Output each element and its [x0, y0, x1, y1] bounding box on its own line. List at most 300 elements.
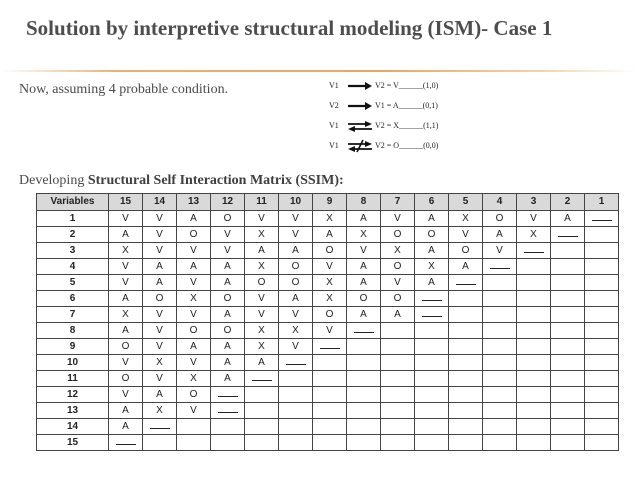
- matrix-cell: O: [177, 323, 211, 339]
- table-row: [37, 435, 619, 451]
- empty-cell: [381, 403, 415, 419]
- legend-relation: V2 = V______(1,0): [375, 81, 439, 90]
- matrix-cell: V: [143, 211, 177, 227]
- empty-cell: [585, 403, 619, 419]
- row-header: 3: [37, 243, 109, 259]
- column-header: 1: [585, 194, 619, 211]
- empty-cell: [415, 339, 449, 355]
- matrix-cell: V: [347, 243, 381, 259]
- matrix-cell: X: [245, 227, 279, 243]
- row-header: 4: [37, 259, 109, 275]
- matrix-cell: O: [109, 339, 143, 355]
- matrix-cell: X: [245, 323, 279, 339]
- matrix-cell: A: [279, 243, 313, 259]
- row-header: 1: [37, 211, 109, 227]
- matrix-cell: V: [143, 227, 177, 243]
- empty-cell: [313, 387, 347, 403]
- empty-cell: [347, 371, 381, 387]
- matrix-cell: V: [381, 275, 415, 291]
- matrix-cell: X: [415, 259, 449, 275]
- matrix-cell: A: [415, 243, 449, 259]
- empty-cell: [551, 403, 585, 419]
- matrix-cell: O: [347, 291, 381, 307]
- legend-relation: V2 = O______(0,0): [375, 141, 439, 150]
- row-header: 15: [37, 435, 109, 451]
- matrix-cell: V: [279, 339, 313, 355]
- diagonal-cell: [517, 243, 551, 259]
- empty-cell: [585, 387, 619, 403]
- legend-variable: V1: [329, 121, 339, 130]
- matrix-cell: V: [245, 211, 279, 227]
- empty-cell: [551, 291, 585, 307]
- matrix-cell: V: [143, 243, 177, 259]
- matrix-cell: A: [313, 227, 347, 243]
- empty-cell: [279, 419, 313, 435]
- empty-cell: [483, 371, 517, 387]
- empty-cell: [483, 403, 517, 419]
- empty-cell: [551, 371, 585, 387]
- matrix-cell: A: [143, 387, 177, 403]
- matrix-cell: V: [483, 243, 517, 259]
- matrix-cell: A: [415, 275, 449, 291]
- empty-cell: [449, 419, 483, 435]
- empty-cell: [551, 259, 585, 275]
- matrix-cell: O: [177, 227, 211, 243]
- row-header: 10: [37, 355, 109, 371]
- matrix-cell: V: [177, 275, 211, 291]
- matrix-cell: X: [313, 211, 347, 227]
- empty-cell: [415, 403, 449, 419]
- matrix-cell: O: [381, 291, 415, 307]
- matrix-cell: A: [109, 419, 143, 435]
- empty-cell: [551, 339, 585, 355]
- matrix-cell: A: [143, 275, 177, 291]
- matrix-cell: A: [177, 339, 211, 355]
- empty-cell: [585, 339, 619, 355]
- diagonal-cell: [245, 371, 279, 387]
- matrix-cell: A: [211, 307, 245, 323]
- diagonal-cell: [279, 355, 313, 371]
- empty-cell: [483, 419, 517, 435]
- matrix-cell: A: [211, 339, 245, 355]
- matrix-cell: V: [177, 243, 211, 259]
- diagonal-blank: [558, 227, 578, 237]
- matrix-cell: O: [279, 275, 313, 291]
- matrix-cell: O: [109, 371, 143, 387]
- ssim-table: [36, 193, 619, 451]
- row-header: 12: [37, 387, 109, 403]
- diagonal-cell: [415, 307, 449, 323]
- diagonal-cell: [109, 435, 143, 451]
- column-header: 14: [143, 194, 177, 211]
- matrix-cell: V: [279, 227, 313, 243]
- row-header: 13: [37, 403, 109, 419]
- empty-cell: [585, 307, 619, 323]
- matrix-cell: X: [109, 243, 143, 259]
- matrix-cell: A: [211, 371, 245, 387]
- column-header: 2: [551, 194, 585, 211]
- diagonal-cell: [551, 227, 585, 243]
- matrix-cell: A: [551, 211, 585, 227]
- matrix-cell: V: [109, 275, 143, 291]
- diagonal-cell: [585, 211, 619, 227]
- slide-title: Solution by interpretive structural modeling (ISM)- Case 1: [26, 16, 553, 40]
- empty-cell: [449, 339, 483, 355]
- empty-cell: [381, 387, 415, 403]
- diagonal-blank: [218, 387, 238, 397]
- table-row: [37, 387, 619, 403]
- empty-cell: [449, 387, 483, 403]
- table-row: [37, 211, 619, 227]
- matrix-cell: A: [415, 211, 449, 227]
- empty-cell: [415, 435, 449, 451]
- empty-cell: [585, 291, 619, 307]
- empty-cell: [585, 323, 619, 339]
- row-header: 9: [37, 339, 109, 355]
- empty-cell: [483, 291, 517, 307]
- matrix-cell: V: [143, 323, 177, 339]
- matrix-cell: O: [483, 211, 517, 227]
- matrix-cell: V: [211, 243, 245, 259]
- empty-cell: [381, 371, 415, 387]
- row-header: 11: [37, 371, 109, 387]
- empty-cell: [449, 355, 483, 371]
- empty-cell: [551, 275, 585, 291]
- matrix-cell: A: [109, 227, 143, 243]
- table-row: [37, 291, 619, 307]
- empty-cell: [279, 387, 313, 403]
- empty-cell: [211, 419, 245, 435]
- matrix-cell: X: [381, 243, 415, 259]
- empty-cell: [517, 307, 551, 323]
- empty-cell: [381, 339, 415, 355]
- empty-cell: [449, 403, 483, 419]
- legend-row: [329, 119, 509, 135]
- matrix-cell: X: [313, 275, 347, 291]
- legend-row: [329, 139, 509, 155]
- empty-cell: [211, 435, 245, 451]
- empty-cell: [585, 371, 619, 387]
- matrix-cell: X: [177, 291, 211, 307]
- empty-cell: [551, 387, 585, 403]
- empty-cell: [415, 419, 449, 435]
- no-relation-arrow-icon: [347, 139, 373, 153]
- column-header: 9: [313, 194, 347, 211]
- empty-cell: [449, 291, 483, 307]
- matrix-cell: O: [177, 387, 211, 403]
- empty-cell: [279, 371, 313, 387]
- empty-cell: [551, 355, 585, 371]
- diagonal-cell: [483, 259, 517, 275]
- empty-cell: [381, 435, 415, 451]
- matrix-cell: O: [211, 323, 245, 339]
- column-header: 3: [517, 194, 551, 211]
- empty-cell: [517, 339, 551, 355]
- empty-cell: [517, 371, 551, 387]
- empty-cell: [585, 227, 619, 243]
- row-header: 8: [37, 323, 109, 339]
- matrix-cell: A: [177, 259, 211, 275]
- table-header-row: [37, 194, 619, 211]
- column-header: 10: [279, 194, 313, 211]
- legend-variable: V2: [329, 101, 339, 110]
- row-header: 14: [37, 419, 109, 435]
- matrix-cell: V: [109, 259, 143, 275]
- legend-variable: V1: [329, 81, 339, 90]
- matrix-cell: X: [177, 371, 211, 387]
- matrix-cell: O: [313, 243, 347, 259]
- diagonal-cell: [415, 291, 449, 307]
- empty-cell: [347, 355, 381, 371]
- matrix-cell: A: [347, 307, 381, 323]
- empty-cell: [245, 387, 279, 403]
- matrix-cell: A: [177, 211, 211, 227]
- empty-cell: [313, 371, 347, 387]
- empty-cell: [415, 387, 449, 403]
- empty-cell: [347, 419, 381, 435]
- diagonal-cell: [211, 403, 245, 419]
- empty-cell: [347, 403, 381, 419]
- empty-cell: [517, 275, 551, 291]
- matrix-cell: X: [347, 227, 381, 243]
- diagonal-cell: [449, 275, 483, 291]
- diagonal-blank: [422, 307, 442, 317]
- empty-cell: [449, 307, 483, 323]
- matrix-cell: V: [279, 307, 313, 323]
- matrix-cell: V: [109, 387, 143, 403]
- variables-header: Variables: [37, 194, 109, 211]
- column-header: 12: [211, 194, 245, 211]
- table-row: [37, 275, 619, 291]
- empty-cell: [517, 419, 551, 435]
- developing-prefix: Developing: [19, 173, 88, 188]
- legend-row: [329, 79, 509, 95]
- column-header: 6: [415, 194, 449, 211]
- diagonal-cell: [347, 323, 381, 339]
- matrix-cell: O: [279, 259, 313, 275]
- legend-variable: V1: [329, 141, 339, 150]
- matrix-cell: V: [211, 227, 245, 243]
- diagonal-blank: [286, 355, 306, 365]
- empty-cell: [381, 355, 415, 371]
- empty-cell: [279, 403, 313, 419]
- empty-cell: [517, 387, 551, 403]
- empty-cell: [585, 435, 619, 451]
- matrix-cell: A: [245, 355, 279, 371]
- table-row: [37, 403, 619, 419]
- matrix-cell: V: [143, 339, 177, 355]
- diagonal-cell: [143, 419, 177, 435]
- diagonal-blank: [218, 403, 238, 413]
- empty-cell: [483, 387, 517, 403]
- matrix-cell: V: [381, 211, 415, 227]
- empty-cell: [551, 419, 585, 435]
- empty-cell: [517, 291, 551, 307]
- table-row: [37, 419, 619, 435]
- right-arrow-icon: [347, 99, 373, 113]
- empty-cell: [585, 275, 619, 291]
- empty-cell: [517, 259, 551, 275]
- empty-cell: [551, 243, 585, 259]
- diagonal-blank: [524, 243, 544, 253]
- empty-cell: [313, 403, 347, 419]
- empty-cell: [381, 323, 415, 339]
- empty-cell: [143, 435, 177, 451]
- legend-row: [329, 99, 509, 115]
- diagonal-cell: [211, 387, 245, 403]
- diagonal-blank: [490, 259, 510, 269]
- empty-cell: [483, 275, 517, 291]
- empty-cell: [483, 323, 517, 339]
- empty-cell: [483, 435, 517, 451]
- matrix-cell: A: [347, 211, 381, 227]
- empty-cell: [517, 403, 551, 419]
- column-header: 13: [177, 194, 211, 211]
- matrix-cell: V: [143, 371, 177, 387]
- matrix-cell: A: [279, 291, 313, 307]
- empty-cell: [449, 371, 483, 387]
- diagonal-blank: [252, 371, 272, 381]
- legend-relation: V2 = X______(1,1): [375, 121, 439, 130]
- table-row: [37, 323, 619, 339]
- column-header: 5: [449, 194, 483, 211]
- empty-cell: [517, 435, 551, 451]
- matrix-cell: X: [109, 307, 143, 323]
- matrix-cell: A: [483, 227, 517, 243]
- matrix-cell: V: [245, 291, 279, 307]
- matrix-cell: V: [177, 403, 211, 419]
- matrix-cell: V: [143, 307, 177, 323]
- matrix-cell: X: [143, 403, 177, 419]
- table-row: [37, 243, 619, 259]
- empty-cell: [347, 435, 381, 451]
- empty-cell: [551, 307, 585, 323]
- empty-cell: [483, 355, 517, 371]
- matrix-cell: O: [245, 275, 279, 291]
- empty-cell: [245, 403, 279, 419]
- double-arrow-icon: [347, 119, 373, 133]
- diagonal-blank: [116, 435, 136, 445]
- empty-cell: [381, 419, 415, 435]
- table-row: [37, 259, 619, 275]
- empty-cell: [415, 355, 449, 371]
- intro-text: Now, assuming 4 probable condition.: [19, 82, 229, 97]
- diagonal-blank: [150, 419, 170, 429]
- matrix-cell: A: [381, 307, 415, 323]
- matrix-cell: A: [211, 275, 245, 291]
- matrix-cell: A: [109, 403, 143, 419]
- matrix-cell: O: [381, 259, 415, 275]
- matrix-cell: O: [449, 243, 483, 259]
- developing-bold: Structural Self Interaction Matrix (SSIM):: [87, 173, 344, 188]
- table-row: [37, 371, 619, 387]
- matrix-cell: A: [211, 355, 245, 371]
- matrix-cell: X: [245, 259, 279, 275]
- matrix-cell: X: [143, 355, 177, 371]
- row-header: 7: [37, 307, 109, 323]
- diagonal-blank: [320, 339, 340, 349]
- row-header: 6: [37, 291, 109, 307]
- matrix-cell: A: [347, 275, 381, 291]
- column-header: 8: [347, 194, 381, 211]
- matrix-cell: O: [211, 291, 245, 307]
- matrix-cell: V: [177, 355, 211, 371]
- diagonal-blank: [456, 275, 476, 285]
- table-row: [37, 355, 619, 371]
- table-row: [37, 227, 619, 243]
- diagonal-blank: [422, 291, 442, 301]
- matrix-cell: V: [109, 355, 143, 371]
- row-header: 5: [37, 275, 109, 291]
- matrix-cell: V: [109, 211, 143, 227]
- matrix-cell: A: [245, 243, 279, 259]
- empty-cell: [585, 419, 619, 435]
- empty-cell: [313, 355, 347, 371]
- matrix-cell: O: [313, 307, 347, 323]
- diagonal-cell: [313, 339, 347, 355]
- empty-cell: [245, 419, 279, 435]
- matrix-cell: A: [109, 323, 143, 339]
- matrix-cell: V: [279, 211, 313, 227]
- right-arrow-icon: [347, 79, 373, 93]
- empty-cell: [415, 323, 449, 339]
- matrix-cell: A: [449, 259, 483, 275]
- column-header: 7: [381, 194, 415, 211]
- matrix-cell: A: [211, 259, 245, 275]
- matrix-cell: O: [415, 227, 449, 243]
- empty-cell: [551, 323, 585, 339]
- empty-cell: [585, 243, 619, 259]
- column-header: 4: [483, 194, 517, 211]
- legend-relation: V1 = A______(0,1): [375, 101, 438, 110]
- empty-cell: [347, 339, 381, 355]
- developing-text: [19, 173, 344, 189]
- empty-cell: [585, 259, 619, 275]
- table-row: [37, 307, 619, 323]
- matrix-cell: O: [211, 211, 245, 227]
- empty-cell: [313, 419, 347, 435]
- row-header: 2: [37, 227, 109, 243]
- matrix-cell: X: [313, 291, 347, 307]
- matrix-cell: X: [517, 227, 551, 243]
- table-row: [37, 339, 619, 355]
- empty-cell: [313, 435, 347, 451]
- empty-cell: [449, 435, 483, 451]
- empty-cell: [585, 355, 619, 371]
- column-header: 11: [245, 194, 279, 211]
- empty-cell: [177, 419, 211, 435]
- empty-cell: [279, 435, 313, 451]
- title-divider: [0, 70, 638, 72]
- empty-cell: [517, 323, 551, 339]
- empty-cell: [245, 435, 279, 451]
- matrix-cell: A: [347, 259, 381, 275]
- diagonal-blank: [354, 323, 374, 333]
- matrix-cell: V: [517, 211, 551, 227]
- column-header: 15: [109, 194, 143, 211]
- matrix-cell: X: [449, 211, 483, 227]
- diagonal-blank: [592, 211, 612, 221]
- empty-cell: [483, 307, 517, 323]
- matrix-cell: V: [449, 227, 483, 243]
- matrix-cell: O: [143, 291, 177, 307]
- matrix-cell: V: [313, 323, 347, 339]
- matrix-cell: X: [245, 339, 279, 355]
- empty-cell: [449, 323, 483, 339]
- empty-cell: [177, 435, 211, 451]
- empty-cell: [551, 435, 585, 451]
- matrix-cell: V: [313, 259, 347, 275]
